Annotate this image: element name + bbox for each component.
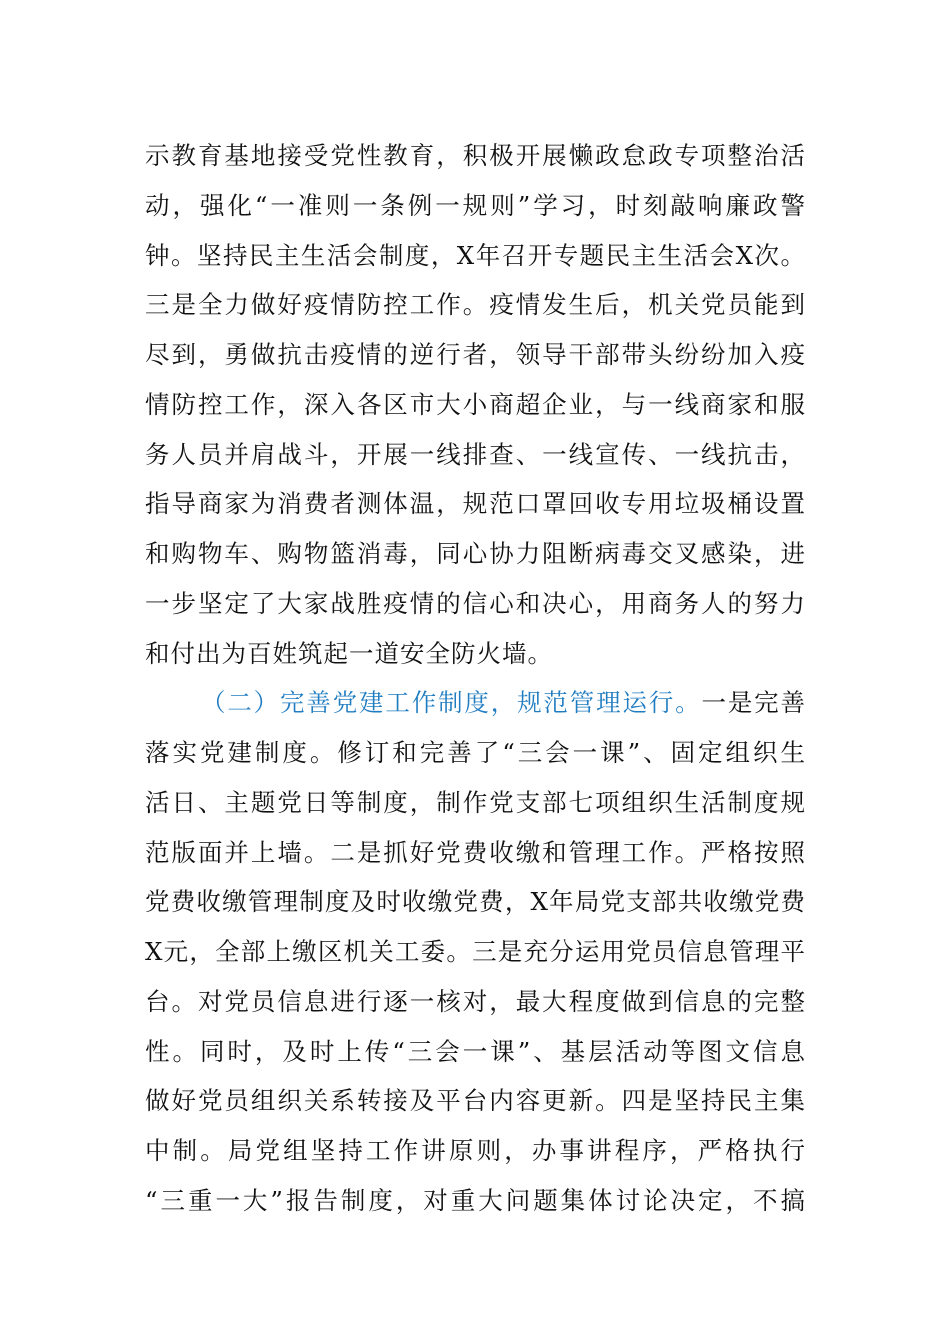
text-line: 指导商家为消费者测体温，规范口罩回收专用垃圾桶设置 bbox=[145, 489, 806, 519]
text-line: 动，强化“一准则一条例一规则”学习，时刻敲响廉政警 bbox=[145, 190, 806, 220]
text-line: 情防控工作，深入各区市大小商超企业，与一线商家和服 bbox=[145, 389, 806, 419]
text-line: 一步坚定了大家战胜疫情的信心和决心，用商务人的努力 bbox=[145, 588, 806, 618]
text-line: 性。同时，及时上传“三会一课”、基层活动等图文信息 bbox=[145, 1036, 806, 1066]
paragraph-1 bbox=[145, 131, 806, 678]
text-line: 三是全力做好疫情防控工作。疫情发生后，机关党员能到 bbox=[145, 290, 806, 320]
text-line: 做好党员组织关系转接及平台内容更新。四是坚持民主集 bbox=[145, 1086, 806, 1116]
text-line: 台。对党员信息进行逐一核对，最大程度做到信息的完整 bbox=[145, 986, 806, 1016]
text-line: 尽到，勇做抗击疫情的逆行者，领导干部带头纷纷加入疫 bbox=[145, 340, 806, 369]
text-line: 和购物车、购物篮消毒，同心协力阻断病毒交叉感染，进 bbox=[145, 539, 806, 568]
paragraph-2 bbox=[145, 678, 806, 1225]
text-line: 中制。局党组坚持工作讲原则，办事讲程序，严格执行 bbox=[145, 1136, 806, 1165]
text-run: 一是完善 bbox=[701, 688, 807, 718]
text-line: 钟。坚持民主生活会制度，X年召开专题民主生活会X次。 bbox=[145, 240, 806, 270]
text-line: 范版面并上墙。二是抓好党费收缴和管理工作。严格按照 bbox=[145, 837, 806, 867]
section-heading-line bbox=[145, 678, 806, 728]
text-line: “三重一大”报告制度，对重大问题集体讨论决定，不搞 bbox=[145, 1185, 806, 1215]
document-page bbox=[145, 131, 806, 1226]
text-line: 活日、主题党日等制度，制作党支部七项组织生活制度规 bbox=[145, 787, 806, 817]
text-line: 务人员并肩战斗，开展一线排查、一线宣传、一线抗击， bbox=[145, 439, 806, 469]
text-line: 示教育基地接受党性教育，积极开展懒政怠政专项整治活 bbox=[145, 141, 806, 170]
section-heading: （二）完善党建工作制度，规范管理运行。 bbox=[201, 688, 702, 718]
text-line: 落实党建制度。修订和完善了“三会一课”、固定组织生 bbox=[145, 738, 806, 767]
text-line: 党费收缴管理制度及时收缴党费，X年局党支部共收缴党费 bbox=[145, 887, 806, 917]
text-line: 和付出为百姓筑起一道安全防火墙。 bbox=[145, 638, 553, 668]
text-line: X元，全部上缴区机关工委。三是充分运用党员信息管理平 bbox=[145, 937, 806, 966]
